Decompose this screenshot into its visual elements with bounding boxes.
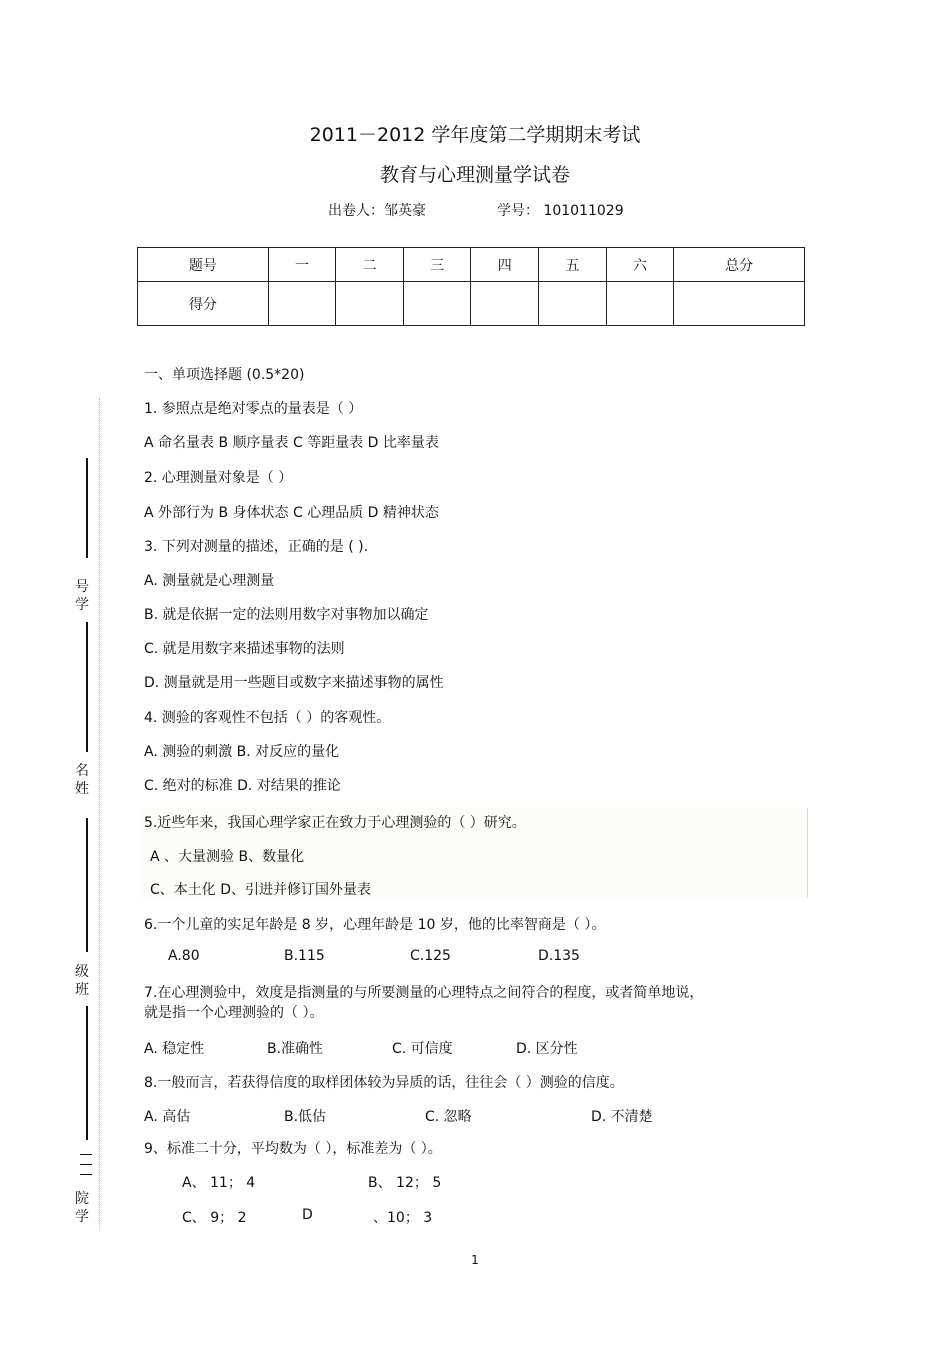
question-9: 9、标准二十分，平均数为（ ），标准差为（ ）。 (144, 1141, 442, 1157)
question-6-option-b: B.115 (284, 948, 325, 964)
question-4-options-cd: C. 绝对的标准 D. 对结果的推论 (144, 778, 341, 794)
question-9-option-c: C、 9； 2 (182, 1210, 247, 1226)
question-2: 2. 心理测量对象是（ ） (144, 470, 293, 486)
binding-tick (80, 1174, 92, 1175)
question-7-option-a: A. 稳定性 (144, 1041, 205, 1057)
side-label-class: 级班 (75, 964, 89, 998)
question-8-option-b: B.低估 (284, 1109, 327, 1125)
score-header-cell: 一 (268, 248, 336, 282)
score-cell (539, 282, 607, 326)
question-7-line-1: 7.在心理测验中，效度是指测量的与所要测量的心理特点之间符合的程度，或者简单地说， (144, 985, 704, 1001)
score-cell (606, 282, 674, 326)
score-header-cell: 六 (606, 248, 674, 282)
score-cell (471, 282, 539, 326)
question-8-option-c: C. 忽略 (425, 1109, 472, 1125)
question-1: 1. 参照点是绝对零点的量表是（ ） (144, 401, 363, 417)
score-cell (336, 282, 404, 326)
question-1-options: A 命名量表 B 顺序量表 C 等距量表 D 比率量表 (144, 435, 439, 451)
question-6-option-a: A.80 (168, 948, 200, 964)
question-7-line-2: 就是指一个心理测验的（ ）。 (144, 1005, 324, 1021)
score-cell (403, 282, 471, 326)
question-8-option-d: D. 不清楚 (591, 1109, 653, 1125)
binding-line (86, 622, 88, 752)
question-5-options-ab: A 、大量测验 B、数量化 (150, 849, 305, 865)
side-label-name: 名姓 (75, 763, 89, 797)
question-6-option-c: C.125 (410, 948, 451, 964)
binding-line (86, 818, 88, 952)
page-number: 1 (471, 1253, 479, 1267)
score-header-cell: 二 (336, 248, 404, 282)
score-header-cell: 三 (403, 248, 471, 282)
question-6: 6.一个儿童的实足年龄是 8 岁，心理年龄是 10 岁，他的比率智商是（ ）。 (144, 917, 606, 933)
question-7-option-b: B.准确性 (267, 1041, 324, 1057)
score-table-header-row (138, 248, 805, 282)
score-header-cell: 总分 (674, 248, 805, 282)
side-label-student-no: 号学 (75, 579, 89, 613)
score-header-cell: 四 (471, 248, 539, 282)
question-9-option-a: A、 11； 4 (182, 1175, 256, 1191)
question-9-option-b: B、 12； 5 (368, 1175, 442, 1191)
score-table (137, 247, 805, 326)
score-cell (674, 282, 805, 326)
question-7-option-c: C. 可信度 (392, 1041, 453, 1057)
question-9-option-d-value: 、10； 3 (373, 1210, 433, 1226)
exam-author: 出卷人：邹英豪 (328, 203, 426, 219)
question-3-option-c: C. 就是用数字来描述事物的法则 (144, 641, 345, 657)
binding-tick (80, 1154, 92, 1155)
question-7-option-d: D. 区分性 (516, 1041, 578, 1057)
question-6-option-d: D.135 (538, 948, 580, 964)
question-5: 5.近些年来，我国心理学家正在致力于心理测验的（ ）研究。 (144, 815, 526, 831)
question-4-options-ab: A. 测验的刺激 B. 对反应的量化 (144, 744, 340, 760)
score-table-score-row (138, 282, 805, 326)
exam-title: 2011－2012 学年度第二学期期末考试 (309, 124, 641, 146)
question-3-option-b: B. 就是依据一定的法则用数字对事物加以确定 (144, 607, 429, 623)
question-5-options-cd: C、本土化 D、引进并修订国外量表 (150, 882, 372, 898)
question-8: 8.一般而言，若获得信度的取样团体较为异质的话，往往会（ ）测验的信度。 (144, 1075, 624, 1091)
binding-tick (80, 1164, 92, 1165)
binding-dashed-line (99, 398, 100, 1230)
score-header-cell: 题号 (138, 248, 269, 282)
question-8-option-a: A. 高估 (144, 1109, 191, 1125)
question-3-option-d: D. 测量就是用一些题目或数字来描述事物的属性 (144, 675, 444, 691)
question-3: 3. 下列对测量的描述，正确的是 ( ). (144, 539, 369, 555)
question-4: 4. 测验的客观性不包括（ ）的客观性。 (144, 710, 391, 726)
exam-subtitle: 教育与心理测量学试卷 (379, 164, 570, 186)
side-label-college: 院学 (75, 1191, 89, 1225)
student-number: 学号： 101011029 (497, 203, 624, 219)
score-row-label: 得分 (138, 282, 269, 326)
score-cell (268, 282, 336, 326)
binding-line (86, 458, 88, 558)
question-9-option-d-letter: D (302, 1207, 313, 1223)
question-3-option-a: A. 测量就是心理测量 (144, 573, 275, 589)
question-2-options: A 外部行为 B 身体状态 C 心理品质 D 精神状态 (144, 505, 439, 521)
binding-line (86, 1006, 88, 1140)
score-header-cell: 五 (539, 248, 607, 282)
section-title: 一、单项选择题 (0.5*20) (144, 367, 305, 383)
